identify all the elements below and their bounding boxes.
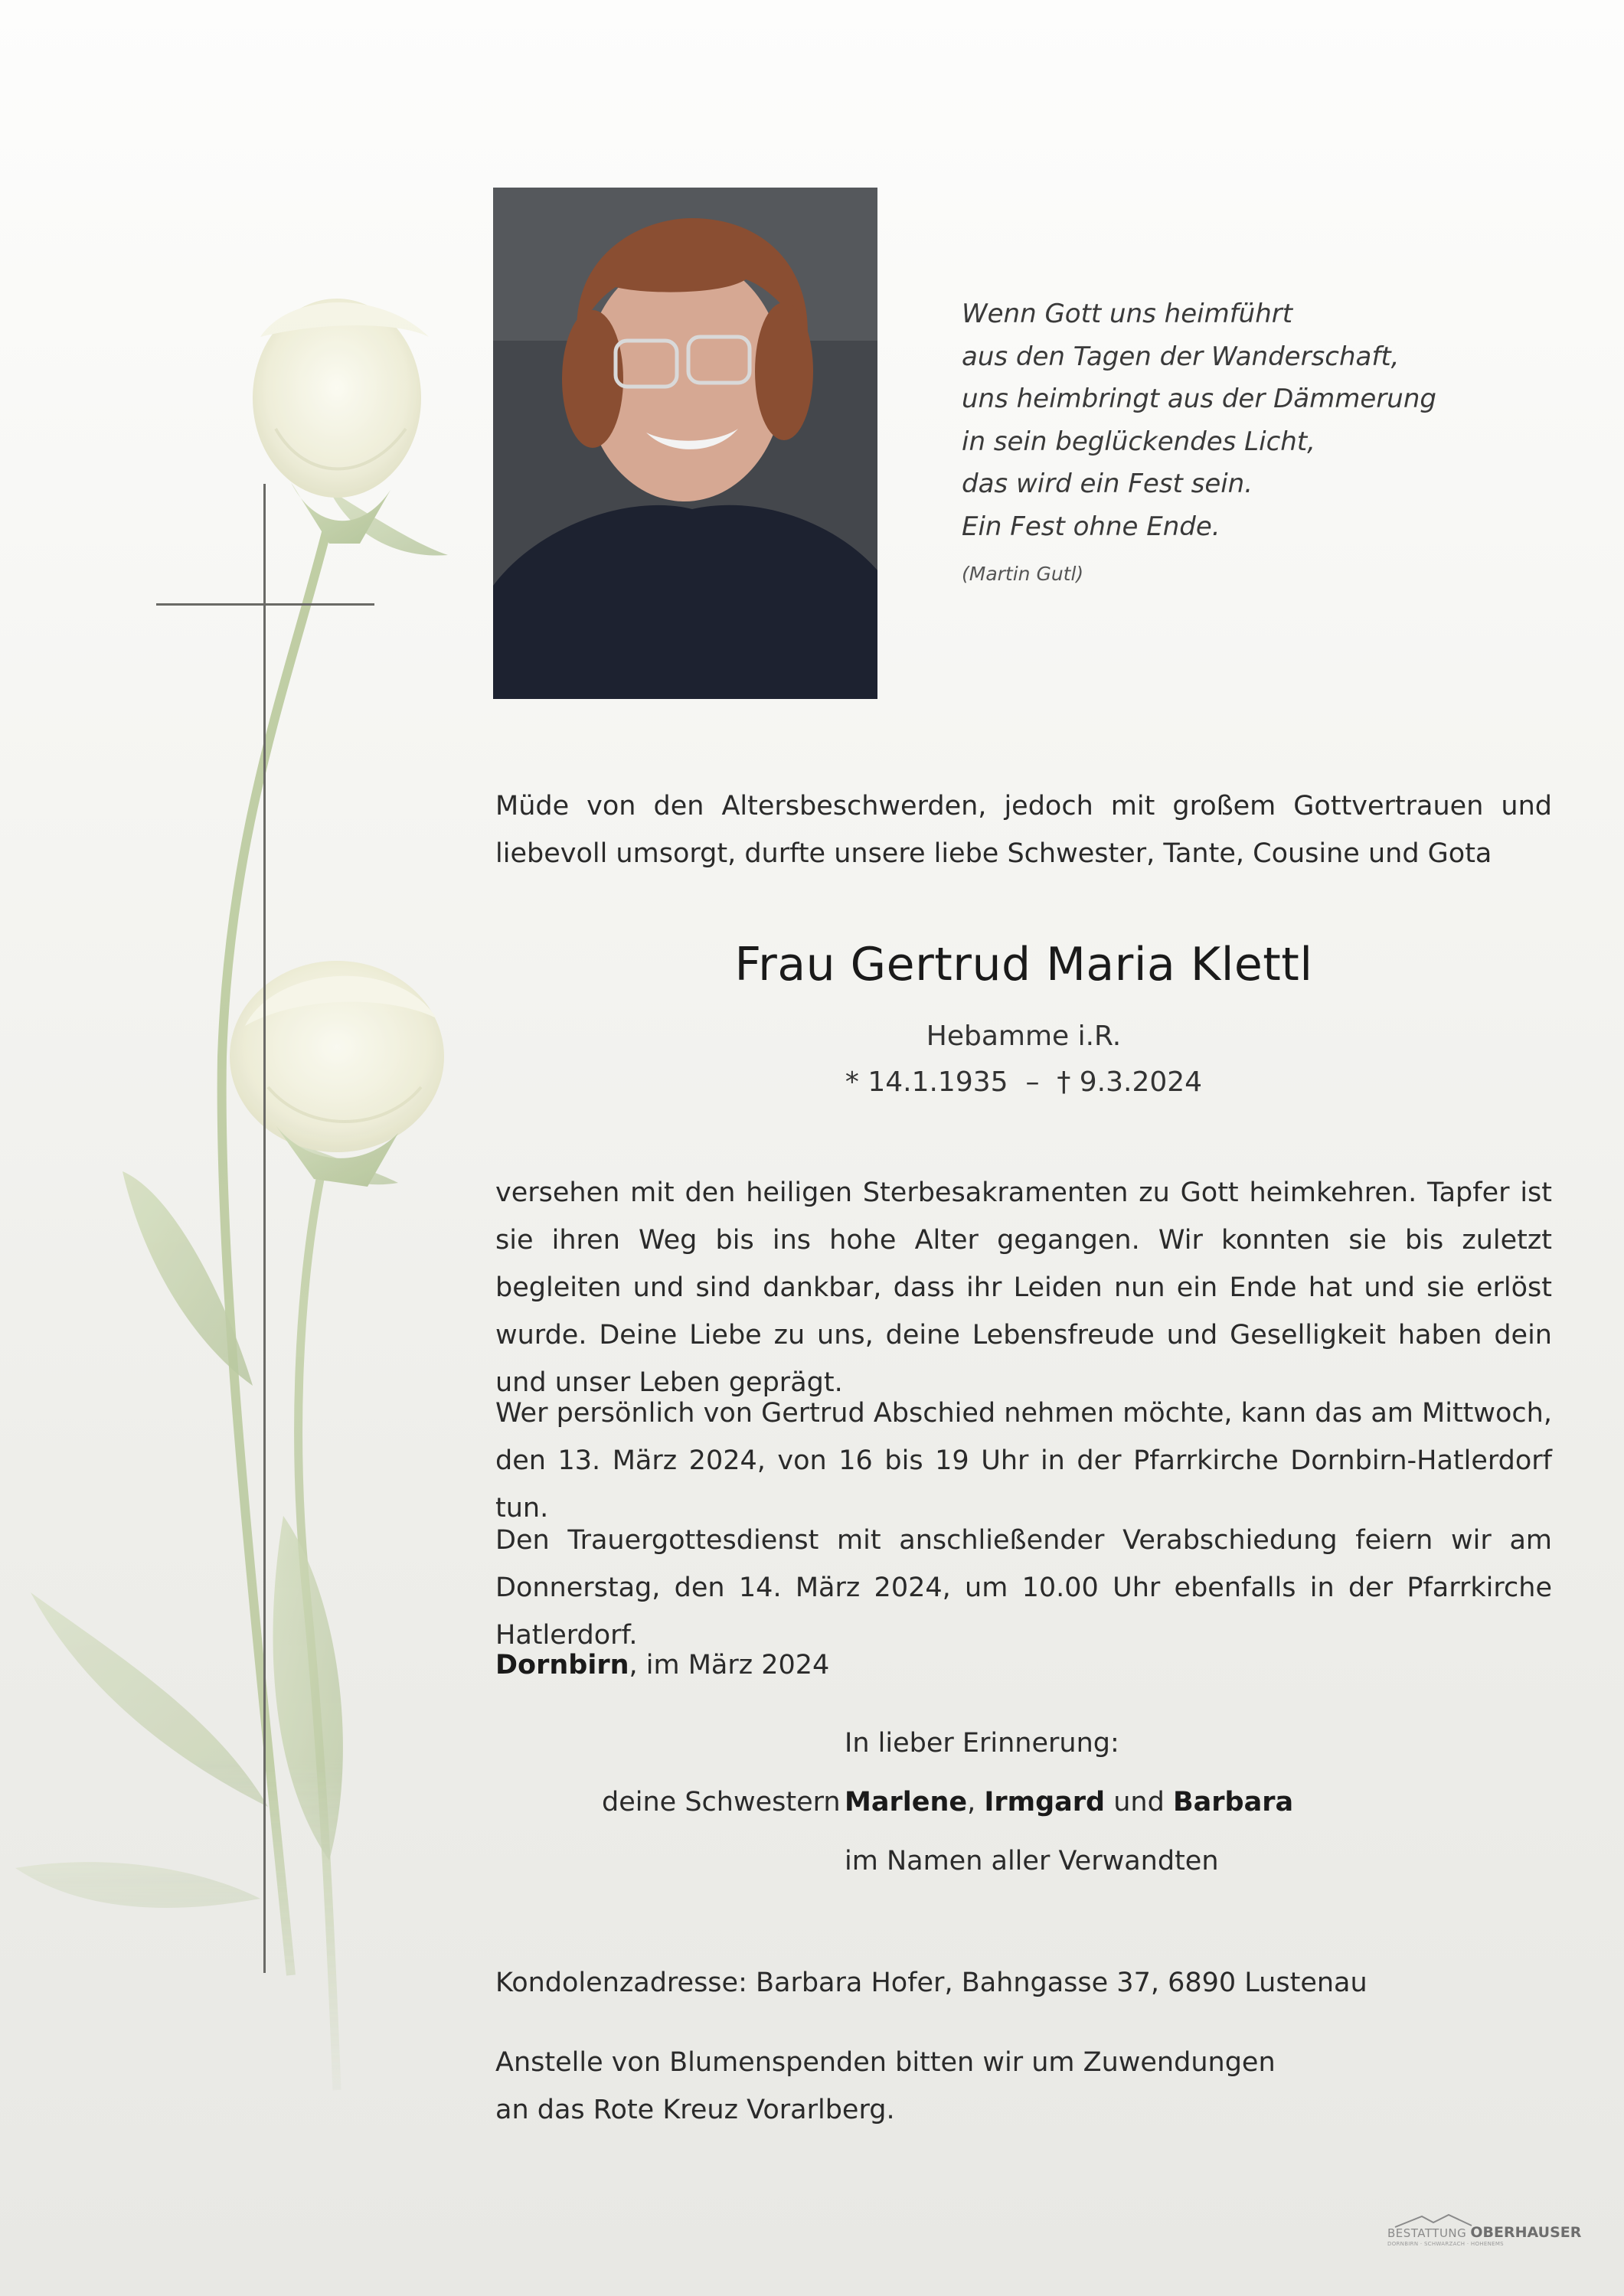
relatives-line: im Namen aller Verwandten [845, 1846, 1219, 1876]
logo-name: OBERHAUSER [1470, 2224, 1582, 2241]
donation-note [495, 2039, 1414, 2134]
sister-name: Marlene [845, 1787, 968, 1818]
sisters-label: deine Schwestern [602, 1787, 841, 1818]
life-dates: * 14.1.1935 – † 9.3.2024 [845, 1066, 1203, 1098]
sister-name: Barbara [1172, 1787, 1294, 1818]
donation-line: an das Rote Kreuz Vorarlberg. [495, 2095, 895, 2125]
poem-line: das wird ein Fest sein. [962, 469, 1253, 499]
poem-line: aus den Tagen der Wanderschaft, [962, 341, 1400, 372]
logo-prefix: BESTATTUNG [1387, 2226, 1467, 2240]
cross-vertical-bar [263, 484, 266, 1973]
name-separator: , [967, 1787, 985, 1818]
donation-line: Anstelle von Blumenspenden bitten wir um Zuwendungen [495, 2047, 1276, 2078]
sister-name: Irmgard [984, 1787, 1106, 1818]
cross-horizontal-bar [156, 603, 374, 606]
memorial-heading: In lieber Erinnerung: [845, 1728, 1119, 1759]
body-paragraph: versehen mit den heiligen Sterbesakramenten zu Gott heimkehren. Tapfer ist sie ihren Weg bis ins hohe Alter gegangen. Wir konnten sie bis zuletzt begleiten und sind dankbar, dass ihr Leiden nun ein Ende hat und sie erlöst wurde. Deine Liebe zu uns, deine Lebensfreude und Geselligkeit haben dein und unser Leben geprägt. [495, 1177, 1552, 1398]
poem [962, 293, 1452, 548]
poem-line: Wenn Gott uns heimführt [962, 299, 1293, 329]
name-separator: und [1105, 1787, 1173, 1818]
intro-text: Müde von den Altersbeschwerden, jedoch mit großem Gottvertrauen und liebevoll umsorgt, durfte unsere liebe Schwester, Tante, Cousine und Gota [495, 791, 1552, 869]
condolence-address: Kondolenzadresse: Barbara Hofer, Bahngasse 37, 6890 Lustenau [495, 1968, 1367, 1998]
poem-line: uns heimbringt aus der Dämmerung [962, 384, 1436, 414]
poem-line: in sein beglückendes Licht, [962, 426, 1315, 457]
white-roses-decoration [0, 291, 490, 2128]
sisters-names [845, 1787, 1293, 1818]
deceased-name: Frau Gertrud Maria Klettl [734, 938, 1313, 991]
funeral-home-logo [1387, 2224, 1582, 2262]
poem-line: Ein Fest ohne Ende. [962, 511, 1220, 542]
body-paragraph: Wer persönlich von Gertrud Abschied nehmen möchte, kann das am Mittwoch, den 13. März 2024, von 16 bis 19 Uhr in der Pfarrkirche Dornbirn-Hatlerdorf tun. [495, 1398, 1552, 1524]
poem-author: (Martin Gutl) [962, 563, 1084, 585]
portrait-photo [493, 188, 877, 699]
place-city: Dornbirn [495, 1650, 629, 1680]
logo-subtitle: DORNBIRN · SCHWARZACH · HOHENEMS [1387, 2241, 1504, 2247]
place-date-text: , im März 2024 [629, 1650, 830, 1680]
mountain-logo-icon [1387, 2213, 1579, 2229]
body-paragraph: Den Trauergottesdienst mit anschließender Verabschiedung feiern wir am Donnerstag, den 14. März 2024, um 10.00 Uhr ebenfalls in der Pfarrkirche Hatlerdorf. [495, 1525, 1552, 1651]
deceased-title: Hebamme i.R. [926, 1021, 1122, 1052]
place-date [495, 1641, 829, 1689]
